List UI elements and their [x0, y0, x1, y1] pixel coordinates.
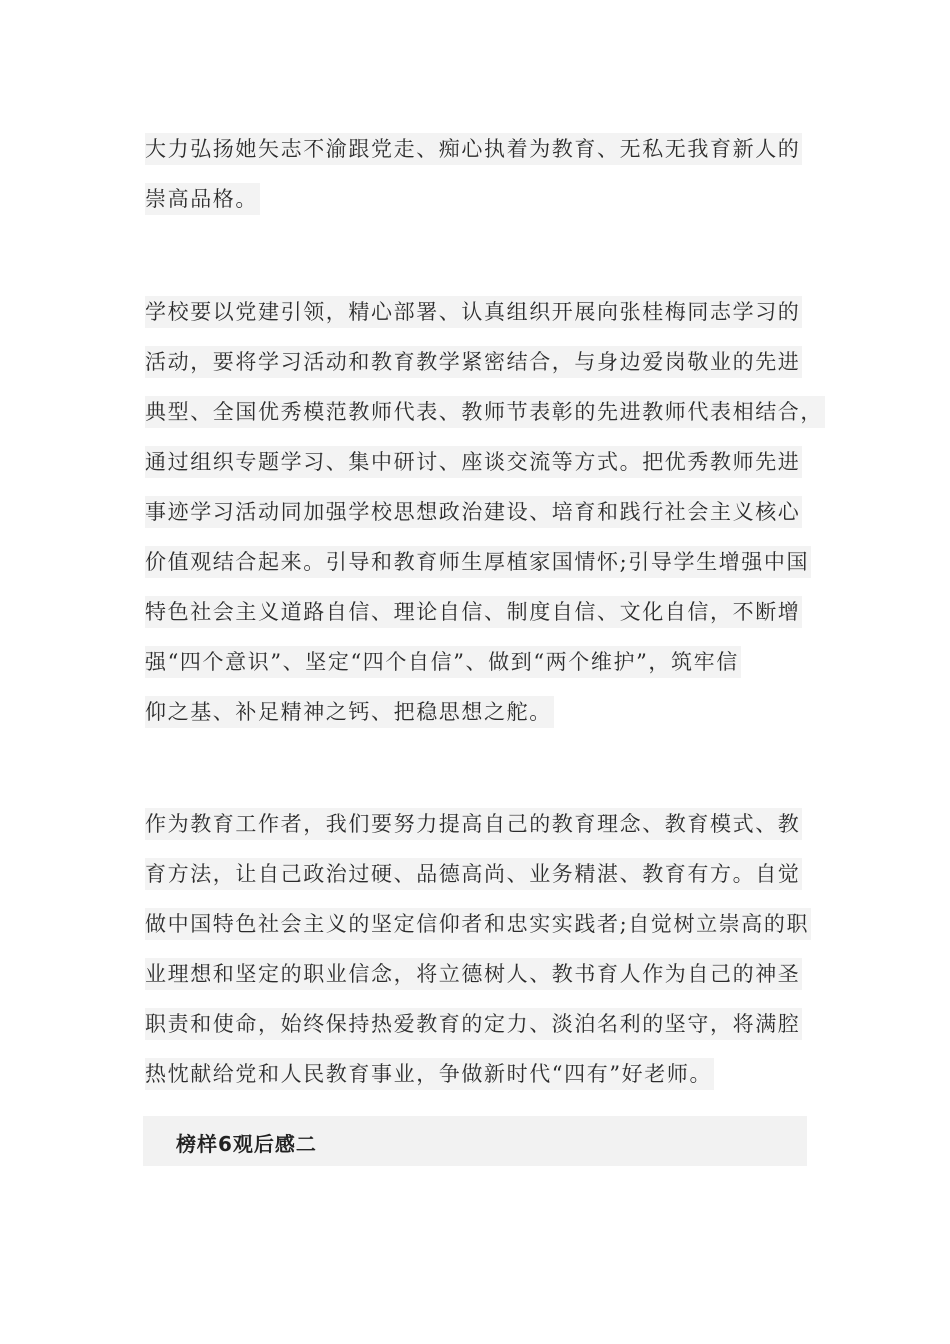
- line-text: 业理想和坚定的职业信念，将立德树人、教书育人作为自己的神圣: [145, 958, 802, 990]
- text-line: [145, 808, 825, 858]
- section-heading-box: [143, 1116, 807, 1166]
- text-line: [145, 446, 825, 496]
- section-heading: 榜样6观后感二: [176, 1132, 317, 1156]
- text-line: [145, 546, 825, 596]
- line-text: 职责和使命，始终保持热爱教育的定力、淡泊名利的坚守，将满腔: [145, 1008, 802, 1040]
- text-line: [145, 1058, 825, 1108]
- text-line: [145, 908, 825, 958]
- line-text: 育方法，让自己政治过硬、品德高尚、业务精湛、教育有方。自觉: [145, 858, 802, 890]
- line-text: 热忱献给党和人民教育事业，争做新时代“四有”好老师。: [145, 1058, 714, 1090]
- text-line: [145, 646, 825, 696]
- line-text: 典型、全国优秀模范教师代表、教师节表彰的先进教师代表相结合，: [145, 396, 825, 428]
- line-text: 做中国特色社会主义的坚定信仰者和忠实实践者;自觉树立崇高的职: [145, 908, 811, 940]
- paragraph-1: [145, 133, 825, 233]
- line-text: 活动，要将学习活动和教育教学紧密结合，与身边爱岗敬业的先进: [145, 346, 802, 378]
- line-text: 大力弘扬她矢志不渝跟党走、痴心执着为教育、无私无我育新人的: [145, 133, 802, 165]
- text-line: [145, 1008, 825, 1058]
- text-line: [145, 858, 825, 908]
- text-line: [145, 496, 825, 546]
- text-line: [145, 183, 825, 233]
- line-text: 崇高品格。: [145, 183, 260, 215]
- paragraph-3: [145, 808, 825, 1108]
- text-line: [145, 396, 825, 446]
- text-line: [145, 133, 825, 183]
- text-line: [145, 346, 825, 396]
- line-text: 价值观结合起来。引导和教育师生厚植家国情怀;引导学生增强中国: [145, 546, 811, 578]
- text-line: [145, 296, 825, 346]
- text-line: [145, 958, 825, 1008]
- line-text: 通过组织专题学习、集中研讨、座谈交流等方式。把优秀教师先进: [145, 446, 802, 478]
- line-text: 仰之基、补足精神之钙、把稳思想之舵。: [145, 696, 554, 728]
- text-line: [145, 596, 825, 646]
- line-text: 强“四个意识”、坚定“四个自信”、做到“两个维护”，筑牢信: [145, 646, 741, 678]
- paragraph-2: [145, 296, 825, 746]
- line-text: 作为教育工作者，我们要努力提高自己的教育理念、教育模式、教: [145, 808, 802, 840]
- line-text: 学校要以党建引领，精心部署、认真组织开展向张桂梅同志学习的: [145, 296, 802, 328]
- line-text: 特色社会主义道路自信、理论自信、制度自信、文化自信，不断增: [145, 596, 802, 628]
- line-text: 事迹学习活动同加强学校思想政治建设、培育和践行社会主义核心: [145, 496, 802, 528]
- text-line: [145, 696, 825, 746]
